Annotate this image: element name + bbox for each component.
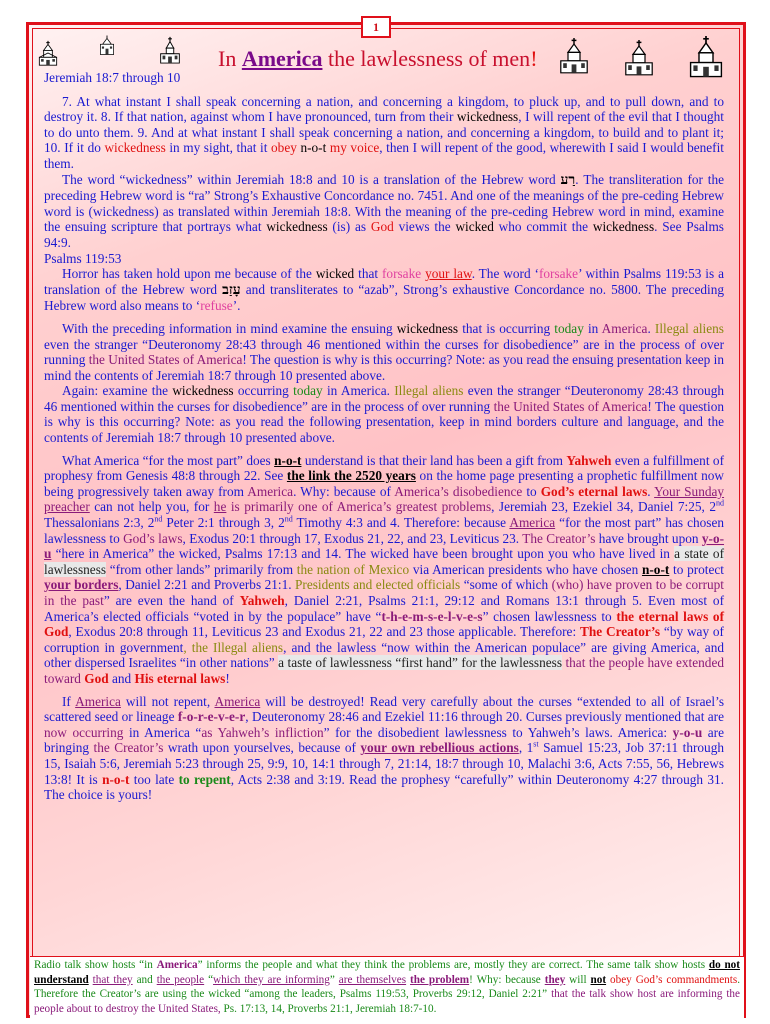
church-icon [96,34,118,56]
paragraph-jeremiah: 7. At what instant I shall speak concerning a nation, and concerning a kingdom, to pluck up, and to pull down, and to destroy it. 8. If that nation, against whom I have pronounced, turn from their wickedness, I will repent of the evil that I thought to do unto them. 9. And at what instant I shall speak concerning a nation, and concerning a kingdom, to build and to plant it; 10. If it do wickedness in my sight, that it obey n-o-t my voice, then I will repent of the good, wherewith I said I would benefit them. [44,93,724,171]
church-icon [558,38,590,74]
church-icon [158,36,182,64]
page-title: In America the lawlessness of men! [218,46,538,71]
paragraph-wickedness: The word “wickedness” within Jeremiah 18:8 and 10 is a translation of the Hebrew word רַע. The transliteration for the preceding Hebrew word is “ra” Strong’s Exhaustive Concordance no. 7451. And one of the meanings of the pre-ceding Hebrew word is (wickedness) as translated within Jeremiah 18:8. With the meaning of the pre-ceding Hebrew word in mind, examine the ensuing scripture that portrays what wickedness (is) as God views the wicked who commit the wickedness. See Psalms 94:9. [44,171,724,250]
article-body [44,70,724,803]
church-icon [36,40,60,66]
scripture-reference: Psalms 119:53 [44,250,122,266]
paragraph-again: Again: examine the wickedness occurring today in America. Illegal aliens even the stranger “Deuteronomy 28:43 through 46 mentioned within the curses for disobedience” are in the process of over running the United States of America! The question is why is this occurring? Note: as you read the following presentation, keep in mind borders culture and language, and the contents of Jeremiah 18:7 through 10 presented above. [44,383,724,446]
paragraph-psalms: Horror has taken hold upon me because of the wicked that forsake your law. The word ‘forsake’ within Psalms 119:53 is a translation of the Hebrew word עָזַב and transliterates to “azab”, Strong’s exhaustive Concordance no. 5800. The preceding Hebrew word also means to ‘refuse’. [44,266,724,314]
paragraph-examine: With the preceding information in mind examine the ensuing wickedness that is occurring today in America. Illegal aliens even the stranger “Deuteronomy 28:43 through 46 mentioned within the curses for disobedience” are in the process of over running the United States of America! The question is why is this occurring? Note: as you read the ensuing presentation keep in mind the contents of Jeremiah 18:7 through 10 presented above. [44,320,724,383]
scripture-reference: Jeremiah 18:7 through 10 [44,70,181,85]
page-number: 1 [361,16,391,38]
paragraph-gift: What America “for the most part” does n-o-t understand is that their land has been a gift from Yahweh even a fulfillment of prophesy from Genesis 48:8 through 22. See the link the 2520 years on the home page presenting a prophetic fulfillment now being progressively taken away from America. Why: because of America’s disobedience to God’s eternal laws. Your Sunday preacher can not help you, for he is primarily one of America’s greatest problems, Jeremiah 23, Ezekiel 34, Daniel 7:25, 2nd Thessalonians 2:3, 2nd Peter 2:1 through 3, 2nd Timothy 4:3 and 4. Therefore: because America “for the most part” has chosen lawlessness to God’s laws, Exodus 20:1 through 17, Exodus 21, 22, and 23, Leviticus 23. The Creator’s have brought upon y-o-u “here in America” the wicked, Psalms 17:13 and 14. The wicked have been brought upon you who have lived in a state of lawlessness “from other lands” primarily from the nation of Mexico via American presidents who have chosen n-o-t to protect your borders, Daniel 2:21 and Proverbs 21:1. Presidents and elected officials “some of which (who) have proven to be corrupt in the past” are even the hand of Yahweh, Daniel 2:21, Psalms 21:1, 29:12 and Romans 13:1 through 5. Even most of America’s elected officials “voted in by the populace” have “t-h-e-m-s-e-l-v-e-s” chosen lawlessness to the eternal laws of God, Exodus 20:8 through 11, Leviticus 23 and Exodus 21, 22 and 23 those applicable. Therefore: The Creator’s “by way of corruption in government, the Illegal aliens, and the lawless “now within the American populace” are giving America, and other dispersed Israelites “in other nations” a taste of lawlessness “first hand” for the lawlessness that the people have extended toward God and His eternal laws! [44,452,725,686]
paragraph-repent: If America will not repent, America will be destroyed! Read very carefully about the curses “extended to all of Israel’s scattered seed or lineage f-o-r-e-v-e-r, Deuteronomy 28:46 and Ezekiel 11:16 through 20. Curses previously mentioned that are now occurring in America “as Yahweh’s infliction” for the disobedient lawlessness to Yahweh’s laws. America: y-o-u are bringing the Creator’s wrath upon yourselves, because of your own rebellious actions, 1st Samuel 15:23, Job 37:11 through 15, Isaiah 5:6, Jeremiah 5:23 through 25, 9:9, 10, 14:1 through 7, 21:14, 18:7 through 10, Malachi 3:6, Acts 7:55, 56, Hebrews 13:8! It is n-o-t too late to repent, Acts 2:38 and 3:19. Read the prophesy “carefully” within Deuteronomy 4:27 through 31. The choice is yours! [44,693,725,803]
footer-note: Radio talk show hosts “in America” informs the people and what they think the problems are, mostly they are correct. The same talk show hosts do not understand that they and the people “which they are informing” are themselves the problem! Why: because they will not obey God’s commandments. Therefore the Creator’s are using the wicked “among the leaders, Psalms 119:53, Proverbs 29:12, Daniel 2:21” that the talk show host are informing the people about to destroy the United States, Ps. 17:13, 14, Proverbs 21:1, Jeremiah 18:7-10. [30,956,744,1018]
